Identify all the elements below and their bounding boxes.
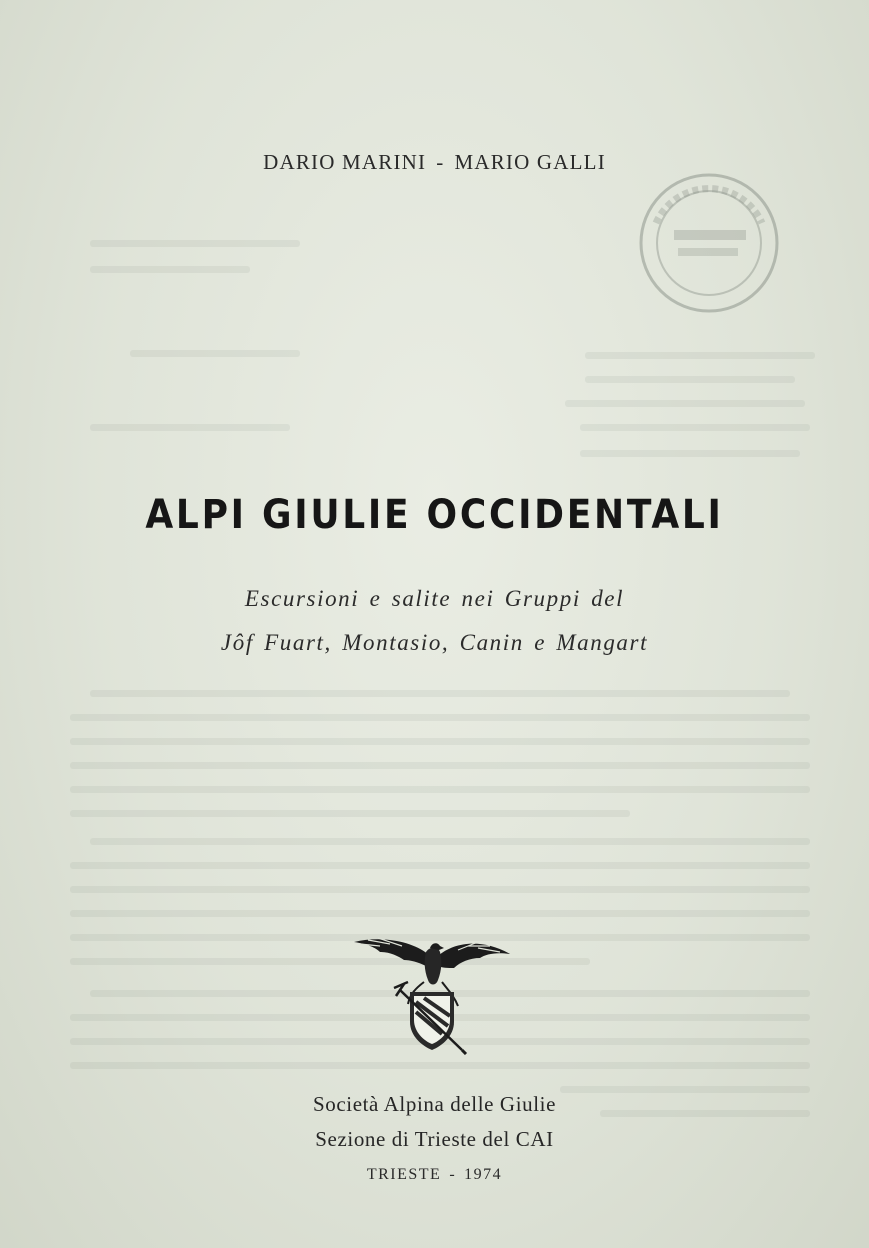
subtitle-line-1: Escursioni e salite nei Gruppi del	[244, 586, 625, 611]
publication-year: 1974	[464, 1166, 503, 1183]
publisher-line-2: Sezione di Trieste del CAI	[315, 1127, 554, 1151]
place-separator: -	[449, 1166, 457, 1183]
book-title: ALPI GIULIE OCCIDENTALI	[145, 492, 724, 538]
stamp-icon	[634, 168, 784, 318]
publisher-line-1: Società Alpina delle Giulie	[312, 1092, 557, 1116]
publication-city: TRIESTE	[366, 1166, 442, 1183]
author-first: DARIO MARINI	[263, 150, 427, 174]
subtitle-line-2: Jôf Fuart, Montasio, Canin e Mangart	[220, 630, 649, 655]
author-separator: -	[436, 150, 445, 174]
place-and-year	[0, 1166, 869, 1184]
author-second: MARIO GALLI	[454, 150, 606, 174]
eagle-crest-icon	[350, 930, 515, 1055]
